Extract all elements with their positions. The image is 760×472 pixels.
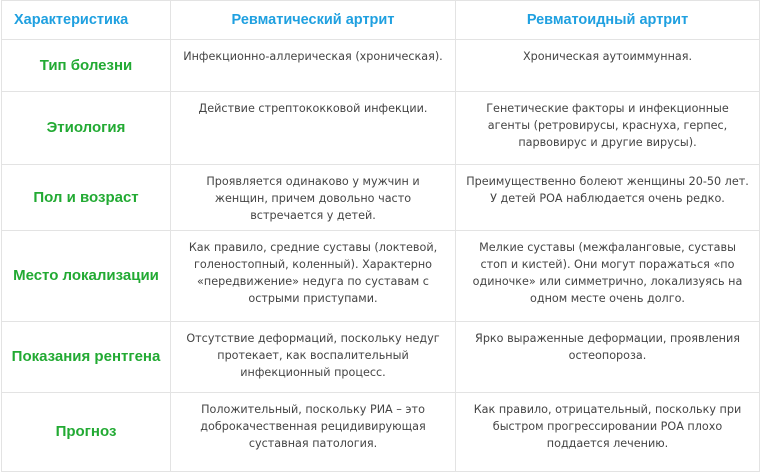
rheumatic-cell: Действие стрептококковой инфекции. — [171, 92, 456, 165]
row-label: Место локализации — [2, 231, 171, 322]
rheumatic-cell: Инфекционно-аллерическая (хроническая). — [171, 40, 456, 92]
header-rheumatoid-arthritis: Ревматоидный артрит — [456, 1, 760, 40]
comparison-table — [1, 0, 760, 472]
row-label: Показания рентгена — [2, 322, 171, 393]
row-label: Прогноз — [2, 393, 171, 472]
rheumatoid-cell: Мелкие суставы (межфаланговые, суставы стоп и кистей). Они могут поражаться «по одиночке» или симметрично, локализуясь на одном месте очень долго. — [456, 231, 760, 322]
table-header — [2, 1, 760, 40]
rheumatic-cell: Положительный, поскольку РИА – это доброкачественная рецидивирующая суставная патология. — [171, 393, 456, 472]
rheumatoid-cell: Хроническая аутоиммунная. — [456, 40, 760, 92]
rheumatic-cell: Отсутствие деформаций, поскольку недуг протекает, как воспалительный инфекционный процесс. — [171, 322, 456, 393]
table-row — [2, 92, 760, 165]
row-label: Этиология — [2, 92, 171, 165]
rheumatoid-cell: Преимущественно болеют женщины 20-50 лет. У детей РОА наблюдается очень редко. — [456, 165, 760, 231]
header-characteristic: Характеристика — [2, 1, 171, 40]
row-label: Тип болезни — [2, 40, 171, 92]
table-row — [2, 165, 760, 231]
row-label: Пол и возраст — [2, 165, 171, 231]
table-row — [2, 40, 760, 92]
rheumatoid-cell: Ярко выраженные деформации, проявления остеопороза. — [456, 322, 760, 393]
rheumatic-cell: Как правило, средние суставы (локтевой, голеностопный, коленный). Характерно «передвижение» недуга по суставам с острыми приступами. — [171, 231, 456, 322]
table-row — [2, 393, 760, 472]
rheumatoid-cell: Как правило, отрицательный, поскольку при быстром прогрессировании РОА плохо поддается лечению. — [456, 393, 760, 472]
rheumatic-cell: Проявляется одинаково у мужчин и женщин, причем довольно часто встречается у детей. — [171, 165, 456, 231]
rheumatoid-cell: Генетические факторы и инфекционные агенты (ретровирусы, краснуха, герпес, парвовирус и другие вирусы). — [456, 92, 760, 165]
table-row — [2, 231, 760, 322]
table-row — [2, 322, 760, 393]
header-rheumatic-arthritis: Ревматический артрит — [171, 1, 456, 40]
table-body — [2, 40, 760, 472]
header-row — [2, 1, 760, 40]
